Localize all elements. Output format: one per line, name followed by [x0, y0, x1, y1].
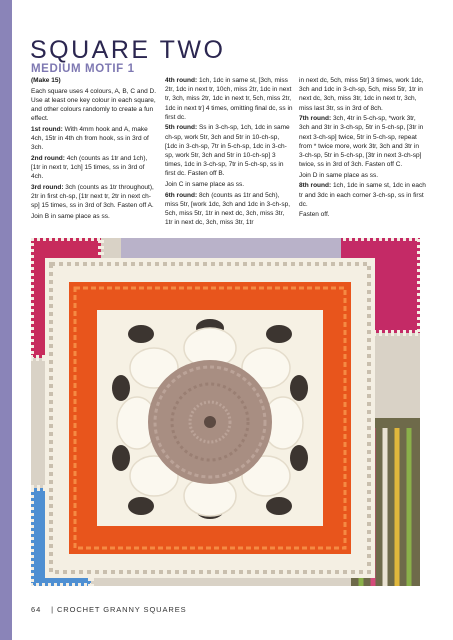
- instruction-text: Join B in same place as ss.: [31, 212, 110, 220]
- instruction-text: Each square uses 4 colours, A, B, C and D. Use at least one key colour in each square, and other colours randomly to create a fun effect.: [31, 87, 157, 123]
- instruction-paragraph: [165, 191, 293, 228]
- instruction-paragraph: [165, 180, 293, 189]
- round-label: 3rd round:: [31, 183, 64, 191]
- instruction-text: 1ch, 1dc in same st, 1dc in each tr and 3dc in each corner 3-ch-sp, ss in first dc.: [299, 182, 426, 208]
- instruction-paragraph: [31, 87, 158, 124]
- instruction-text: Join C in same place as ss.: [165, 181, 245, 189]
- instruction-text: Ss in 3-ch-sp, 1ch, 1dc in same ch-sp, work 5tr, 3ch and 5tr in 10-ch-sp, [1dc in 3-ch-sp, 7tr in 5-ch-sp, 1dc in 3-ch-sp, work 5tr, 3ch and 5tr in 10-ch-sp] 3 times, 1dc in 3-ch-sp, 7tr in 5-ch-sp, ss in first dc. Fasten off B.: [165, 124, 290, 178]
- instruction-paragraph: [31, 76, 158, 85]
- instruction-paragraph: [299, 181, 426, 209]
- instruction-paragraph: [299, 76, 426, 113]
- instruction-paragraph: [31, 212, 158, 221]
- round-label: 4th round:: [165, 77, 198, 84]
- instruction-paragraph: [31, 125, 158, 153]
- round-label: 2nd round:: [31, 154, 65, 162]
- round-label: 5th round:: [165, 124, 198, 132]
- instruction-paragraph: [31, 183, 158, 211]
- instruction-text: 3ch (counts as 1tr throughout), 2tr in first ch-sp, [1tr next tr, 2tr in next ch-sp] 15 times, ss in 3rd of 3ch. Fasten off A.: [31, 183, 154, 210]
- page-number: 64: [31, 605, 42, 614]
- instruction-text: With 4mm hook and A, make 4ch, 15tr in 4th ch from hook, ss in 3rd of 3ch.: [31, 125, 149, 152]
- instruction-paragraph: [165, 76, 293, 122]
- round-label: (Make 15): [31, 77, 61, 84]
- instructions-column-2: [165, 76, 293, 229]
- book-title: CROCHET GRANNY SQUARES: [56, 605, 187, 614]
- instruction-paragraph: [299, 210, 426, 219]
- instruction-text: 3ch, 4tr in 5-ch-sp, *work 3tr, 3ch and 3tr in 3-ch-sp, 5tr in 5-ch-sp, [3tr in next 3-ch-sp] twice, 5tr in 5-ch-sp, repeat from * twice more, work 3tr, 3ch and 3tr in 3-ch-sp, 5tr in 5-ch-sp, [3tr in next 3-ch-sp] twice, ss in 3rd of 3ch. Fasten off C.: [299, 115, 424, 169]
- page-footer: [31, 605, 187, 614]
- instruction-text: 8ch (counts as 1tr and 5ch), miss 5tr, [work 1dc, 3ch and 1dc in 3-ch-sp, 5ch, miss 5tr, 1tr in next dc, 3ch, miss 3tr, 1tr in next dc, 3ch, miss 3tr, 1tr: [165, 191, 290, 227]
- instruction-text: 1ch, 1dc in same st, [3ch, miss 2tr, 1dc in next tr, 10ch, miss 2tr, 1dc in next tr, 3ch, miss 2tr, 1dc in next tr, 5ch, miss 2tr, 1dc in next tr] 4 times, omitting final dc, ss in first dc.: [165, 77, 293, 121]
- instructions-column-3: [299, 76, 426, 221]
- instructions-column-1: [31, 76, 158, 222]
- instruction-text: in next dc, 5ch, miss 5tr] 3 times, work 1dc, 3ch and 1dc in 3-ch-sp, 5ch, miss 5tr, 1tr in next dc, 3ch, miss 3tr, 1dc in next tr, 3ch, miss last 3tr, ss in 3rd of 8ch.: [299, 77, 424, 112]
- page-side-bar: [0, 0, 12, 640]
- round-label: 7th round:: [299, 115, 332, 123]
- instruction-paragraph: [31, 154, 158, 182]
- round-label: 6th round:: [165, 191, 198, 199]
- round-label: 8th round:: [299, 182, 332, 190]
- instruction-paragraph: [299, 171, 426, 180]
- instruction-paragraph: [165, 123, 293, 178]
- round-label: 1st round:: [31, 125, 63, 133]
- footer-separator: |: [51, 605, 54, 614]
- instruction-text: Join D in same place as ss.: [299, 171, 379, 179]
- instruction-paragraph: [299, 114, 426, 169]
- page-title: SQUARE TWO: [30, 36, 226, 64]
- crochet-square-photo: [31, 238, 420, 586]
- page-subtitle: MEDIUM MOTIF 1: [31, 63, 135, 75]
- instruction-text: Fasten off.: [299, 211, 330, 219]
- instruction-text: 4ch (counts as 1tr and 1ch), [1tr in next tr, 1ch] 15 times, ss in 3rd of 4ch.: [31, 154, 148, 181]
